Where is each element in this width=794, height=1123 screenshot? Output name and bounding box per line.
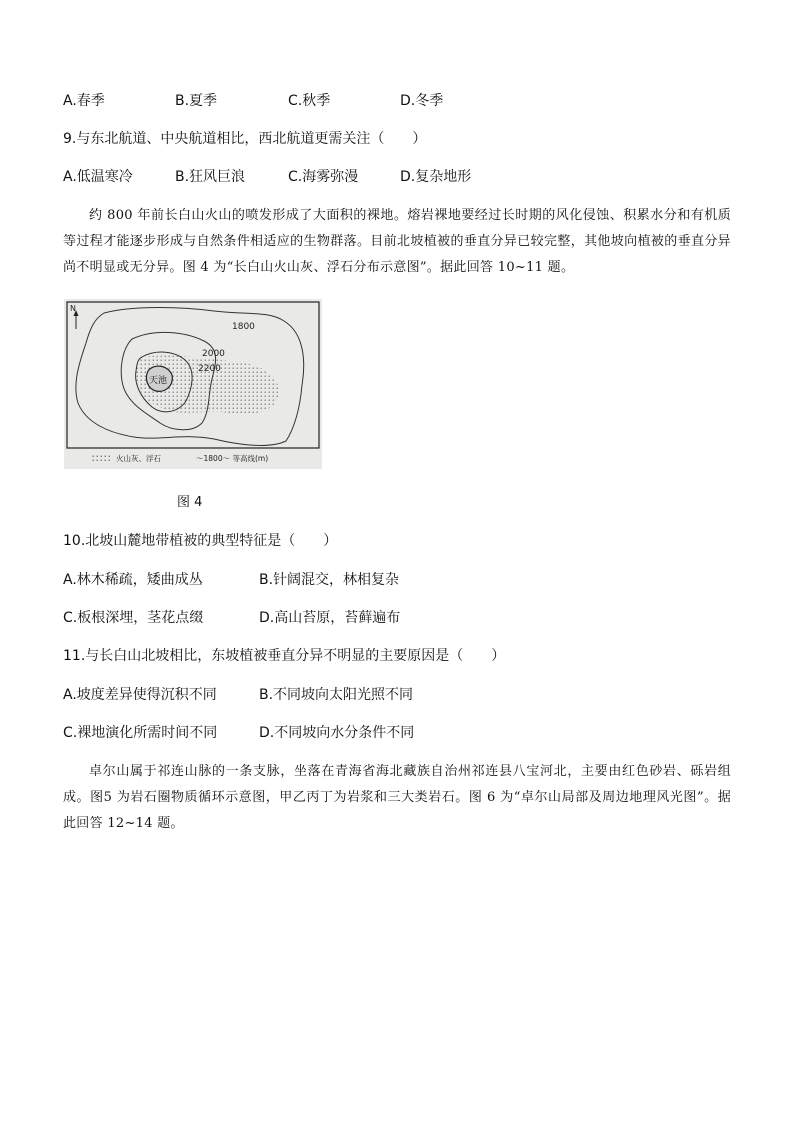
q8-option-d: D.冬季	[400, 93, 444, 109]
q9-option-b: B.狂风巨浪	[175, 169, 246, 185]
q11-option-d: D.不同坡向水分条件不同	[259, 725, 415, 741]
q8-option-c: C.秋季	[288, 93, 331, 109]
q11-option-a: A.坡度差异使得沉积不同	[63, 687, 217, 703]
q9-option-d: D.复杂地形	[400, 169, 472, 185]
q10-option-a: A.林木稀疏，矮曲成丛	[63, 572, 203, 588]
lake-label: 天池	[149, 376, 168, 386]
passage-changbai: 约 800 年前长白山火山的喷发形成了大面积的裸地。熔岩裸地要经过长时期的风化侵蚀、积累水分和有机质等过程才能逐步形成与自然条件相适应的生物群落。目前北坡植被的垂直分异已较完整，其他坡向植被的垂直分异尚不明显或无分异。图 4 为“长白山火山灰、浮石分布示意图”。据此回答 10~11 题。	[63, 208, 731, 275]
q10-option-d: D.高山苔原，苔藓遍布	[259, 610, 401, 626]
contour-label-2000: 2000	[202, 349, 225, 359]
north-label: N	[70, 304, 76, 313]
legend-pumice-swatch	[90, 454, 112, 461]
q10-option-c: C.板根深埋，茎花点缀	[63, 610, 204, 626]
q9-stem: 9.与东北航道、中央航道相比，西北航道更需关注（ ）	[63, 131, 427, 147]
passage-zhuoershan: 卓尔山属于祁连山脉的一条支脉，坐落在青海省海北藏族自治州祁连县八宝河北，主要由红色砂岩、砾岩组成。图5 为岩石圈物质循环示意图，甲乙丙丁为岩浆和三大类岩石。图 6 为“卓尔山局部及周边地理风光图”。据此回答 12~14 题。	[63, 764, 731, 831]
legend-pumice-label: 火山灰、浮石	[116, 454, 161, 463]
q10-stem: 10.北坡山麓地带植被的典型特征是（ ）	[63, 533, 338, 549]
q11-option-b: B.不同坡向太阳光照不同	[259, 687, 414, 703]
contour-label-2200: 2200	[198, 364, 221, 374]
q9-option-a: A.低温寒冷	[63, 169, 133, 185]
q11-option-c: C.裸地演化所需时间不同	[63, 725, 218, 741]
contour-label-1800: 1800	[232, 322, 255, 332]
figure4-caption: 图 4	[177, 495, 203, 510]
q9-option-c: C.海雾弥漫	[288, 169, 359, 185]
figure4-map	[64, 299, 322, 469]
q8-option-b: B.夏季	[175, 93, 218, 109]
q8-option-a: A.春季	[63, 93, 105, 109]
q11-stem: 11.与长白山北坡相比，东坡植被垂直分异不明显的主要原因是（ ）	[63, 648, 506, 664]
q10-option-b: B.针阔混交，林相复杂	[259, 572, 400, 588]
legend-contour-label: ～1800～ 等高线(m)	[196, 454, 269, 463]
